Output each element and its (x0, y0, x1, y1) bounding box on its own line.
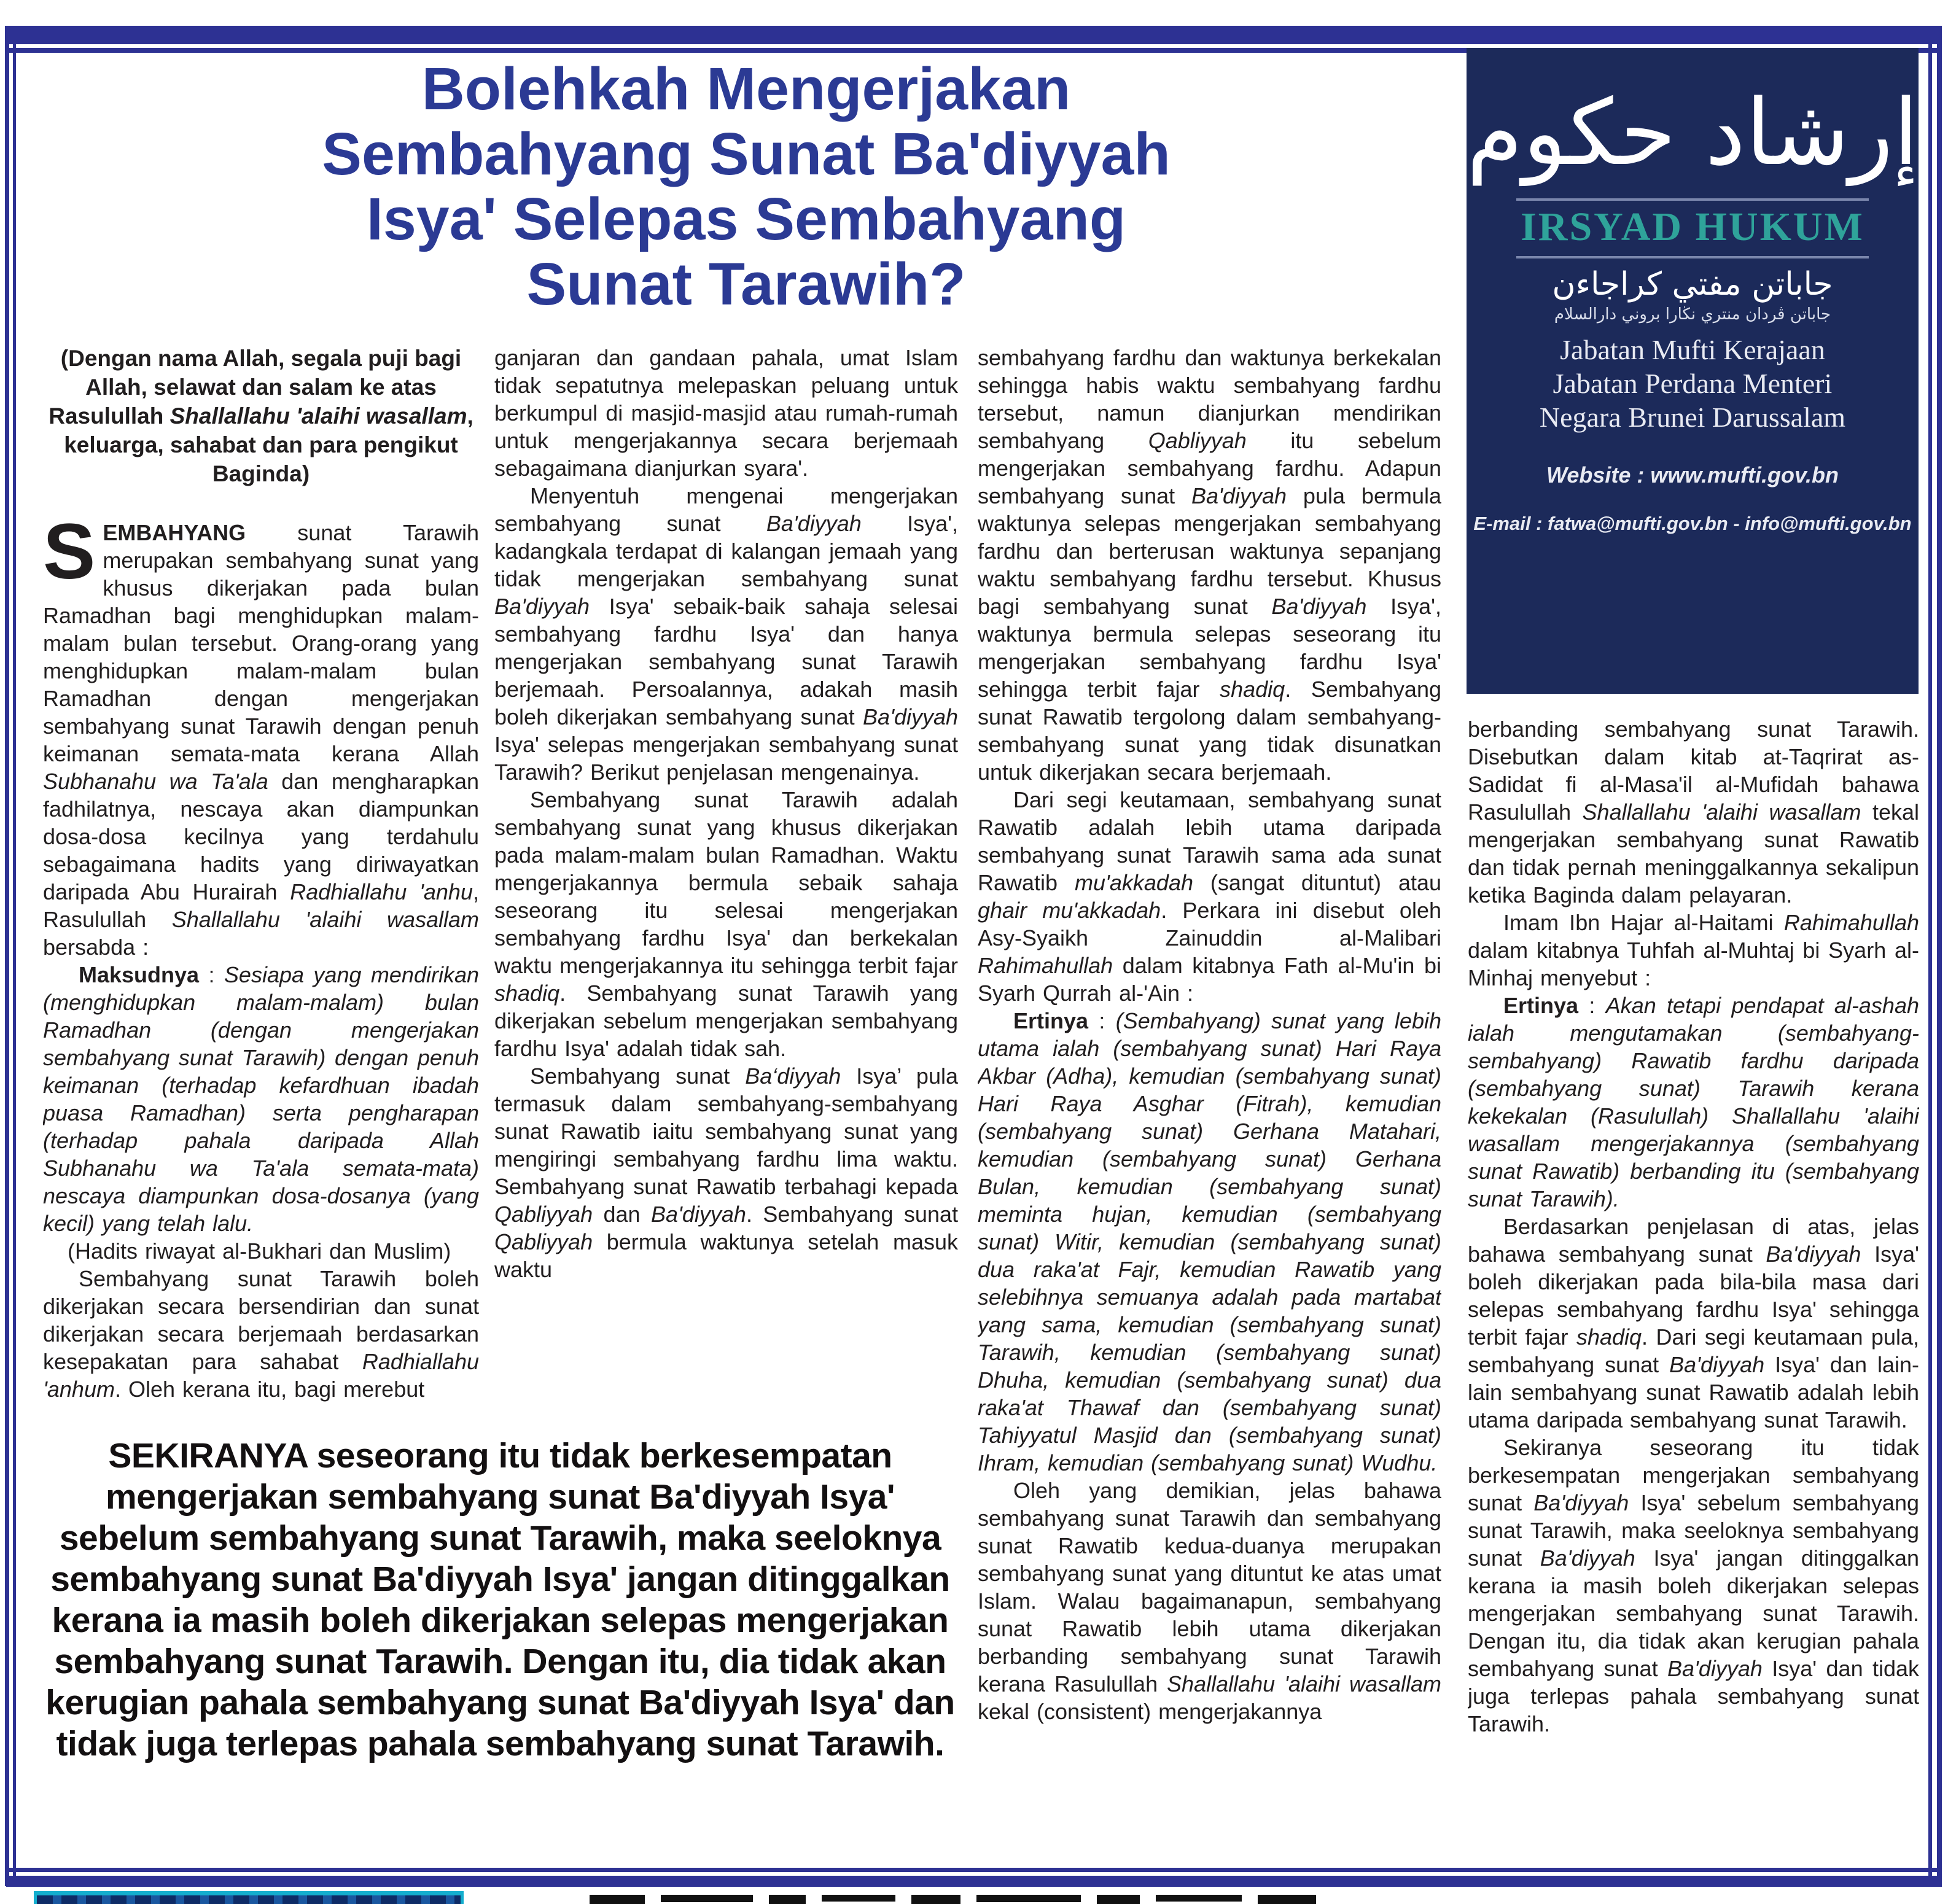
article-column-2 (494, 344, 958, 1429)
irsyad-hukum-logo-box (1467, 48, 1919, 694)
next-article-headline-fragment (590, 1895, 1443, 1904)
frame-right-inner-rule (1928, 26, 1932, 1886)
paragraph: Dari segi keutamaan, sembahyang sunat Rawatib adalah lebih utama daripada sembahyang sunat Tarawih sama ada sunat Rawatib mu'akkadah (sangat dituntut) atau ghair mu'akkadah. Perkara ini disebut oleh Asy-Syaikh Zainuddin al-Malibari Rahimahullah dalam kitabnya Fath al-Mu'in bi Syarh Qurrah al-'Ain : (978, 787, 1441, 1006)
paragraph: Sembahyang sunat Ba‘diyyah Isya’ pula termasuk dalam sembahyang-sembahyang sunat Rawatib iaitu sembahyang sunat yang mengiringi sembahyang fardhu lima waktu. Sembahyang sunat Rawatib terbahagi kepada Qabliyyah dan Ba'diyyah. Sembahyang sunat Qabliyyah bermula waktunya setelah masuk waktu (494, 1063, 958, 1282)
email-line: E-mail : fatwa@mufti.gov.bn - info@mufti.gov.bn (1473, 512, 1912, 534)
jawi-calligraphy-line: جاباتن مفتي كراجاءن (1552, 266, 1833, 303)
frame-left-inner-rule (13, 26, 16, 1886)
drop-cap: S (43, 508, 96, 596)
paragraph: SEMBAHYANG sunat Tarawih merupakan sembahyang sunat yang khusus dikerjakan pada bulan Ramadhan bagi menghidupkan malam-malam bulan tersebut. Orang-orang yang menghidupkan malam-malam bulan Ramadhan dengan mengerjakan sembahyang sunat Tarawih dengan penuh keimanan semata-mata kerana Allah Subhanahu wa Ta'ala dan mengharapkan fadhilatnya, nescaya akan diampunkan dosa-dosa kecilnya yang terdahulu sebagaimana hadits yang diriwayatkan daripada Abu Hurairah Radhiallahu 'anhu, Rasulullah Shallallahu 'alaihi wasallam bersabda : (43, 508, 479, 960)
paragraph-quote-translation: Ertinya : Akan tetapi pendapat al-ashah ialah mengutamakan (sembahyang-sembahyang) Rawatib fardhu daripada (sembahyang sunat) Tarawih kerana kekekalan (Rasulullah) Shallallahu 'alaihi wasallam mengerjakannya (sembahyang sunat Rawatib) berbanding itu (sembahyang sunat Tarawih). (1468, 993, 1919, 1211)
arabic-calligraphy-title: إرشاد حكوم (1467, 80, 1919, 185)
frame-right-outer-rule (1937, 26, 1942, 1886)
department-lines (1467, 333, 1919, 434)
article-title-line-2: Sembahyang Sunat Ba'diyyah (322, 120, 1171, 187)
website-line: Website : www.mufti.gov.bn (1546, 462, 1839, 488)
department-line-2: Jabatan Perdana Menteri (1553, 367, 1833, 399)
paragraph: Oleh yang demikian, jelas bahawa sembahyang sunat Tarawih dan sembahyang sunat Rawatib kedua-duanya merupakan sembahyang sunat yang dituntut ke atas umat Islam. Walau bagaimanapun, sembahyang sunat Rawatib lebih utama dikerjakan berbanding sembahyang sunat Tarawih kerana Rasulullah Shallallahu 'alaihi wasallam kekal (consistent) mengerjakannya (978, 1478, 1441, 1724)
department-line-1: Jabatan Mufti Kerajaan (1560, 333, 1825, 365)
article-title-line-4: Sunat Tarawih? (526, 251, 966, 317)
paragraph: Menyentuh mengenai mengerjakan sembahyang sunat Ba'diyyah Isya', kadangkala terdapat di kalangan jemaah yang tidak mengerjakan sembahyang sunat Ba'diyyah Isya' sebaik-baik sahaja selesai sembahyang fardhu Isya' dan hanya mengerjakan sembahyang sunat Tarawih berjemaah. Persoalannya, adakah masih boleh dikerjakan sembahyang sunat Ba'diyyah Isya' selepas mengerjakan sembahyang sunat Tarawih? Berikut penjelasan mengenainya. (494, 483, 958, 785)
article-title-line-1: Bolehkah Mengerjakan (421, 55, 1071, 122)
article-title-line-3: Isya' Selepas Sembahyang (366, 185, 1126, 252)
jawi-small-line: جاباتن ڤردان منتري نڬارا بروني دارالسلام (1554, 305, 1831, 324)
paragraph: Sembahyang sunat Tarawih boleh dikerjakan secara bersendirian dan sunat dikerjakan secara berjemaah berdasarkan kesepakatan para sahabat Radhiallahu 'anhum. Oleh kerana itu, bagi merebut (43, 1266, 479, 1402)
paragraph: sembahyang fardhu dan waktunya berkekalan sehingga habis waktu sembahyang fardhu tersebut, namun dianjurkan mendirikan sembahyang Qabliyyah itu sebelum mengerjakan sembahyang fardhu. Adapun sembahyang sunat Ba'diyyah pula bermula waktunya selepas mengerjakan sembahyang fardhu dan berterusan waktunya sepanjang waktu sembahyang fardhu tersebut. Khusus bagi sembahyang sunat Ba'diyyah Isya', waktunya bermula selepas seseorang itu mengerjakan sembahyang fardhu Isya' sehingga terbit fajar shadiq. Sembahyang sunat Rawatib tergolong dalam sembahyang-sembahyang sunat yang tidak disunatkan untuk dikerjakan secara berjemaah. (978, 345, 1441, 785)
frame-top-thick-rule (6, 26, 1942, 44)
article-title (43, 56, 1449, 334)
bismillah-intro: (Dengan nama Allah, segala puji bagi Allah, selawat dan salam ke atas Rasulullah Shallallahu 'alaihi wasallam, keluarga, sahabat dan para pengikut Baginda) (49, 346, 473, 486)
paragraph: Imam Ibn Hajar al-Haitami Rahimahullah dalam kitabnya Tuhfah al-Muhtaj bi Syarh al-Minhaj menyebut : (1468, 910, 1919, 990)
logo-divider-top (1516, 198, 1869, 201)
hadith-source: (Hadits riwayat al-Bukhari dan Muslim) (68, 1238, 451, 1264)
article-column-1 (43, 344, 479, 1429)
paragraph: Sekiranya seseorang itu tidak berkesempatan mengerjakan sembahyang sunat Ba'diyyah Isya' sebelum sembahyang sunat Tarawih, maka seeloknya sembahyang sunat Ba'diyyah Isya' jangan ditinggalkan kerana ia masih boleh dikerjakan selepas mengerjakan sembahyang sunat Tarawih. Dengan itu, dia tidak akan kerugian pahala sembahyang sunat Ba'diyyah Isya' dan tidak juga terlepas pahala sembahyang sunat Tarawih. (1468, 1435, 1919, 1736)
article-column-4 (1468, 715, 1919, 1795)
logo-divider-bottom (1516, 256, 1869, 258)
paragraph: Sembahyang sunat Tarawih adalah sembahyang sunat yang khusus dikerjakan pada malam-malam bulan Ramadhan. Waktu mengerjakannya bermula sebaik sahaja seseorang itu selesai mengerjakan sembahyang fardhu Isya' dan berkekalan waktu mengerjakannya itu sehingga terbit fajar shadiq. Sembahyang sunat Tarawih yang dikerjakan sebelum mengerjakan sembahyang fardhu Isya' adalah tidak sah. (494, 787, 958, 1061)
next-article-image-fragment (34, 1891, 464, 1904)
pull-quote: SEKIRANYA seseorang itu tidak berkesempatan mengerjakan sembahyang sunat Ba'diyyah Isya' sebelum sembahyang sunat Tarawih, maka seeloknya sembahyang sunat Ba'diyyah Isya' jangan ditinggalkan kerana ia masih boleh dikerjakan selepas mengerjakan sembahyang sunat Tarawih. Dengan itu, dia tidak akan kerugian pahala sembahyang sunat Ba'diyyah Isya' dan tidak juga terlepas pahala sembahyang sunat Tarawih. (45, 1436, 955, 1763)
frame-bottom-thick-rule (6, 1876, 1942, 1887)
paragraph-quote-translation: Ertinya : (Sembahyang) sunat yang lebih utama ialah (sembahyang sunat) Hari Raya Akbar (Adha), kemudian (sembahyang sunat) Hari Raya Asghar (Fitrah), kemudian (sembahyang sunat) Gerhana Matahari, kemudian (sembahyang sunat) Gerhana Bulan, kemudian (sembahyang sunat) meminta hujan, kemudian (sembahyang sunat) Witir, kemudian (sembahyang sunat) dua raka'at Fajr, kemudian Rawatib yang selebihnya semuanya adalah pada martabat yang sama, kemudian (sembahyang sunat) Tarawih, kemudian (sembahyang sunat) Dhuha, kemudian (sembahyang sunat) dua raka'at Thawaf dan (sembahyang sunat) Tahiyyatul Masjid dan (sembahyang sunat) Ihram, kemudian (sembahyang sunat) Wudhu. (978, 1008, 1441, 1475)
article-column-3 (978, 344, 1441, 1794)
paragraph: ganjaran dan gandaan pahala, umat Islam tidak sepatutnya melepaskan peluang untuk berkumpul di masjid-masjid atau rumah-rumah untuk mengerjakannya secara berjemaah sebagaimana dianjurkan syara'. (494, 345, 958, 481)
paragraph: Berdasarkan penjelasan di atas, jelas bahawa sembahyang sunat Ba'diyyah Isya' boleh dikerjakan pada bila-bila masa dari selepas sembahyang fardhu Isya' sehingga terbit fajar shadiq. Dari segi keutamaan pula, sembahyang sunat Ba'diyyah Isya' dan lain-lain sembahyang sunat Rawatib adalah lebih utama daripada sembahyang sunat Tarawih. (1468, 1214, 1919, 1432)
department-line-3: Negara Brunei Darussalam (1539, 401, 1846, 433)
logo-wordmark: IRSYAD HUKUM (1521, 204, 1864, 249)
paragraph-hadith-meaning: Maksudnya : Sesiapa yang mendirikan (menghidupkan malam-malam) bulan Ramadhan (dengan mengerjakan sembahyang sunat Tarawih) dengan penuh keimanan (terhadap kefardhuan ibadah puasa Ramadhan) serta pengharapan (terhadap pahala daripada Allah Subhanahu wa Ta'ala semata-mata) nescaya diampunkan dosa-dosanya (yang kecil) yang telah lalu. (43, 962, 479, 1236)
paragraph: berbanding sembahyang sunat Tarawih. Disebutkan dalam kitab at-Taqrirat as-Sadidat fi al-Masa'il al-Mufidah bahawa Rasulullah Shallallahu 'alaihi wasallam tekal mengerjakan sembahyang sunat Rawatib dan tidak pernah meninggalkannya sekalipun ketika Baginda dalam pelayaran. (1468, 717, 1919, 907)
frame-left-outer-rule (5, 26, 9, 1886)
frame-bottom-thin-rule (6, 1868, 1942, 1872)
